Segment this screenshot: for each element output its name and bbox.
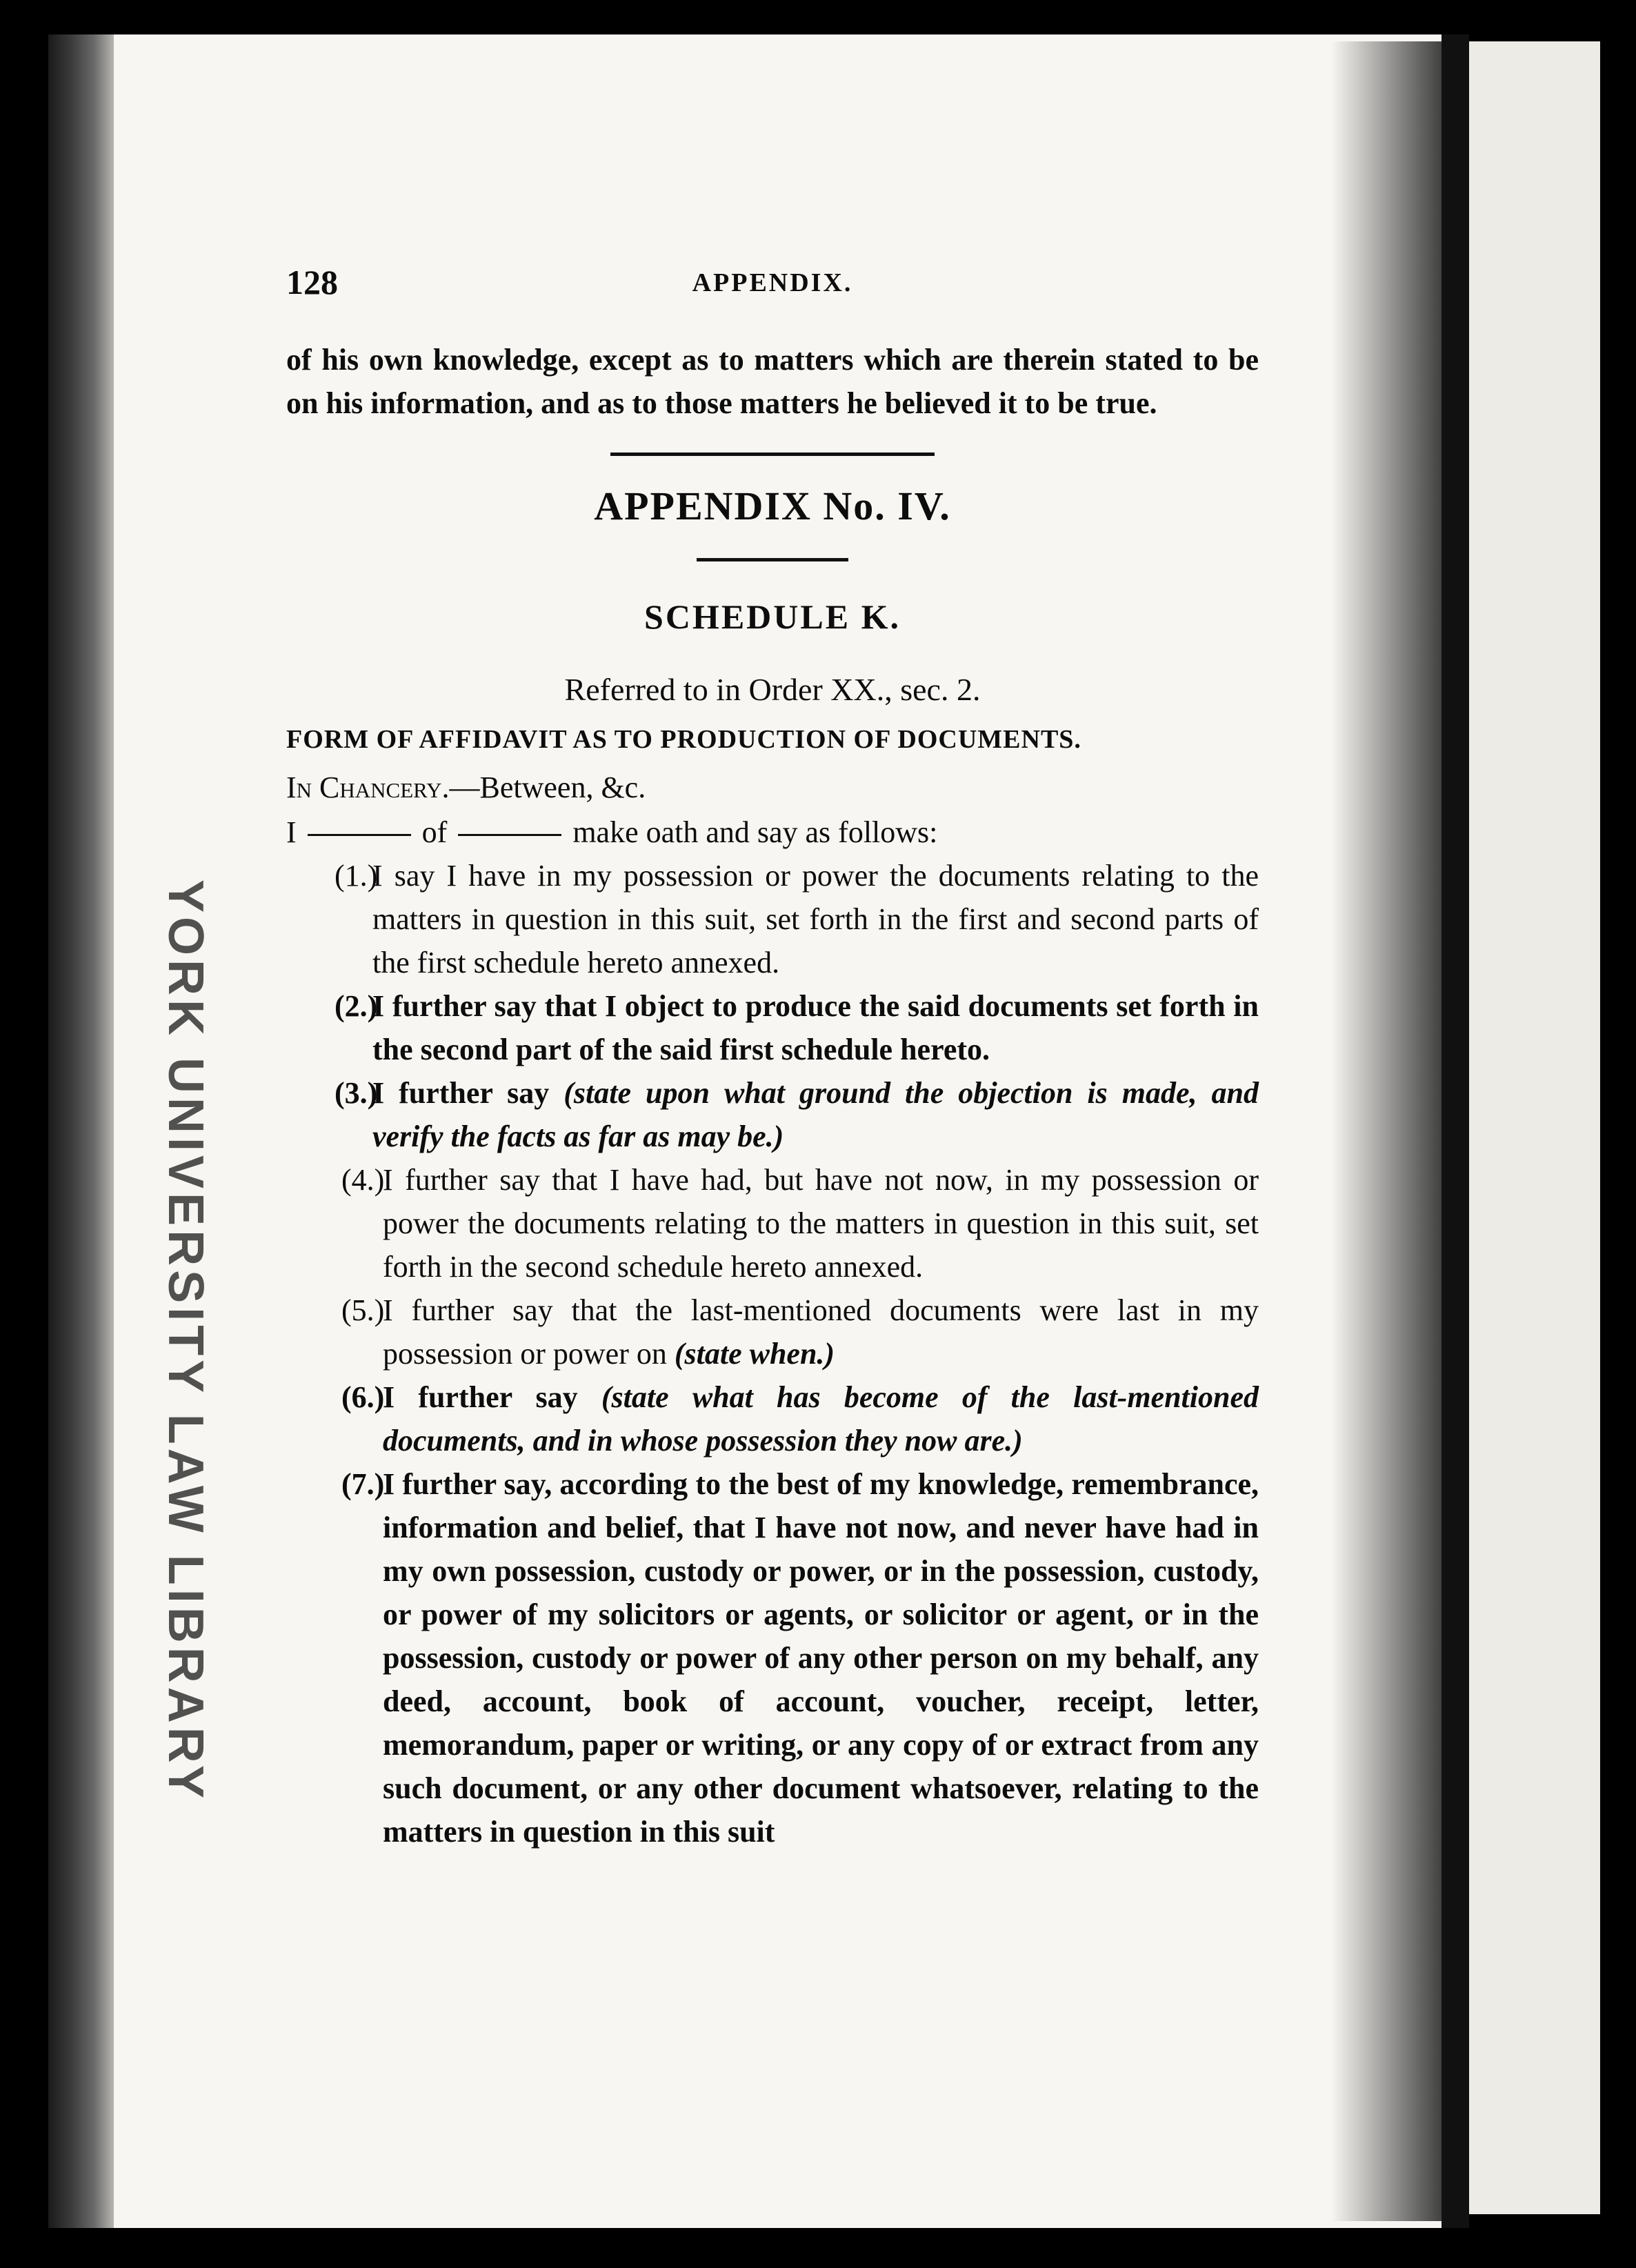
item-instruction: (state what has become of the last-mentioned documents, and in whose possession they now are.) <box>383 1380 1259 1458</box>
affidavit-item <box>286 1375 1259 1462</box>
section-divider <box>610 452 935 456</box>
affidavit-item <box>286 1071 1259 1158</box>
item-text: I further say <box>372 1076 550 1110</box>
oath-subject: I <box>286 815 297 849</box>
affidavit-item <box>286 1158 1259 1289</box>
library-stamp: YORK UNIVERSITY LAW LIBRARY <box>158 879 213 1803</box>
blank-line <box>308 834 411 836</box>
continuation-paragraph: of his own knowledge, except as to matters which are therein stated to be on his information, and as to those matters he believed it to be true. <box>286 343 1259 420</box>
running-head: APPENDIX. <box>692 268 853 297</box>
item-number: (6.) <box>341 1380 385 1414</box>
affidavit-item <box>286 984 1259 1071</box>
court-name: In Chancery. <box>286 770 450 804</box>
appendix-title: APPENDIX No. IV. <box>594 484 951 528</box>
item-number: (2.) <box>335 989 378 1023</box>
schedule-title: SCHEDULE K. <box>644 597 901 636</box>
page-edge <box>1442 34 1469 2228</box>
item-text: I further say <box>383 1380 578 1414</box>
page-header <box>286 262 1259 310</box>
item-text: I further say that I have had, but have not now, in my possession or power the documents relating to the matters in question in this suit, set forth in the second schedule hereto annexed. <box>383 1163 1259 1284</box>
item-number: (1.) <box>335 859 378 893</box>
affidavit-item <box>286 1289 1259 1375</box>
court-rest: —Between, &c. <box>449 770 646 804</box>
referred-line: Referred to in Order XX., sec. 2. <box>564 672 981 707</box>
item-number: (4.) <box>341 1163 385 1197</box>
oath-of: of <box>421 815 448 849</box>
item-text: I further say that the last-mentioned documents were last in my possession or power on <box>383 1293 1259 1371</box>
form-heading: FORM OF AFFIDAVIT AS TO PRODUCTION OF DOCUMENTS. <box>286 725 1081 754</box>
item-text: I further say that I object to produce the said documents set forth in the second part of the said first schedule hereto. <box>372 989 1259 1066</box>
item-text: I say I have in my possession or power the documents relating to the matters in question in this suit, set forth in the first and second parts of the first schedule hereto annexed. <box>372 859 1259 979</box>
adjacent-page-sliver <box>1469 41 1600 2214</box>
gutter-shadow <box>1331 41 1442 2221</box>
court-line <box>286 766 1259 809</box>
item-text: I further say, according to the best of my knowledge, remembrance, information and belief, that I have not now, and never have had in my own possession, custody or power, or in the possession, custody, or power of my solicitors or agents, or solicitor or agent, or in the possession, custody or power of any other person on my behalf, any deed, account, book of account, voucher, receipt, letter, memorandum, paper or writing, or any copy of or extract from any such document, or any other document whatsoever, relating to the matters in question in this suit <box>383 1467 1259 1849</box>
item-instruction: (state upon what ground the objection is made, and verify the facts as far as may be.) <box>372 1076 1259 1153</box>
item-number: (3.) <box>335 1076 378 1110</box>
title-divider <box>697 558 848 561</box>
affidavit-item <box>286 1462 1259 1853</box>
blank-line <box>458 834 561 836</box>
oath-line <box>286 810 1259 854</box>
page-spine-shadow <box>48 34 114 2228</box>
item-instruction: (state when.) <box>674 1337 835 1371</box>
page-body <box>286 338 1259 1853</box>
affidavit-item <box>286 854 1259 984</box>
page-number: 128 <box>286 263 338 301</box>
item-number: (7.) <box>341 1467 385 1501</box>
item-number: (5.) <box>341 1293 385 1327</box>
oath-rest: make oath and say as follows: <box>572 815 938 849</box>
